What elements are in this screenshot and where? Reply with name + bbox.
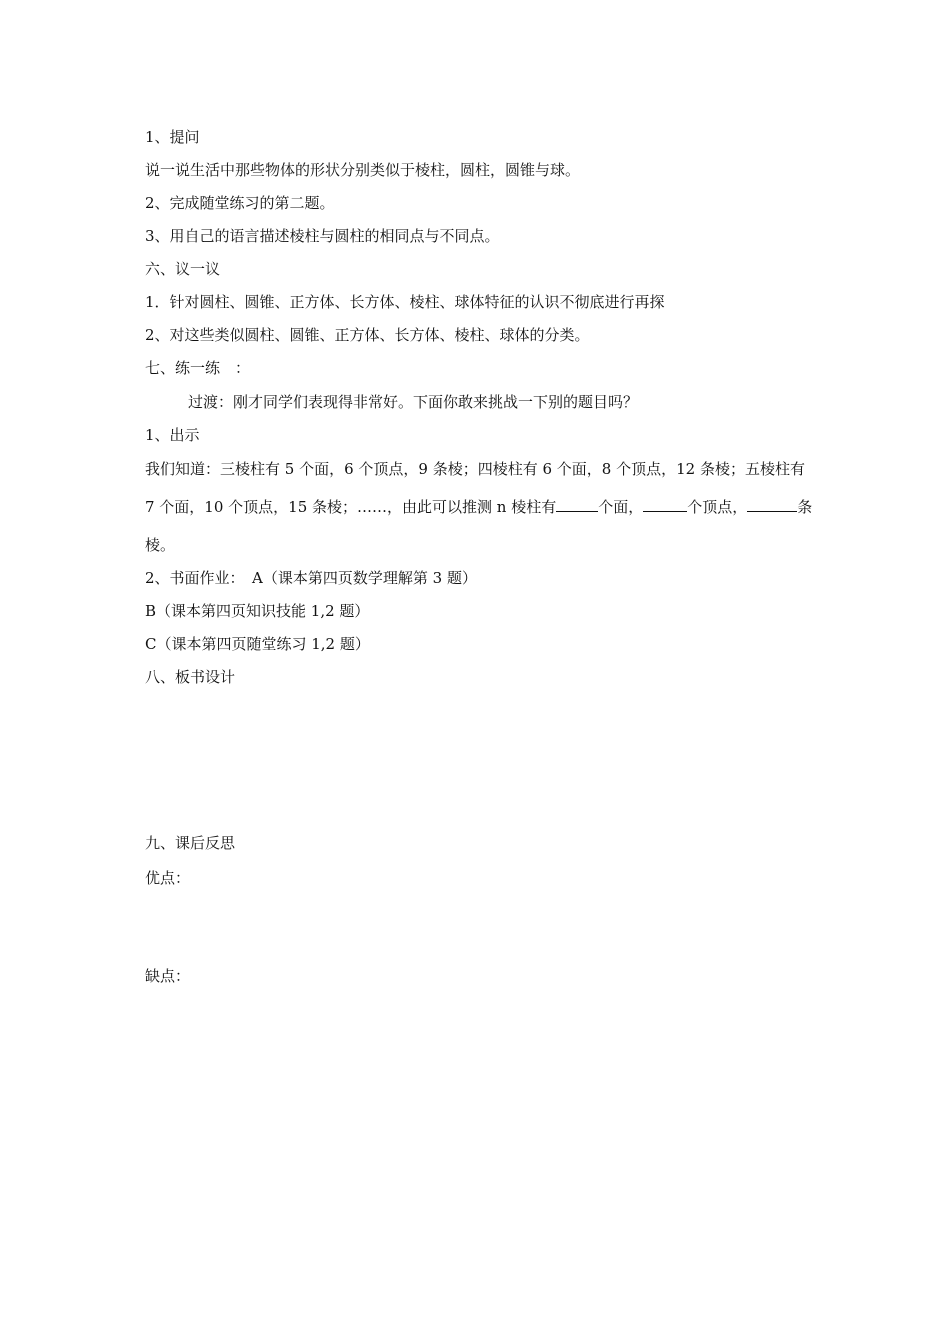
transition-text: 过渡：刚才同学们表现得非常好。下面你敢来挑战一下别的题目吗？ — [188, 393, 639, 411]
item-describe-3: 3、用自己的语言描述棱柱与圆柱的相同点与不同点。 — [145, 227, 500, 245]
faces-label: 个面， — [598, 498, 644, 516]
item-show-heading: 1、出示 — [145, 426, 200, 444]
section-six-heading: 六、议一议 — [145, 260, 221, 278]
question-text: 说一说生活中那些物体的形状分别类似于棱柱，圆柱，圆锥与球。 — [145, 161, 581, 179]
homework-a: 2、书面作业： A（课本第四页数学理解第 3 题） — [145, 569, 477, 587]
pros-label: 优点： — [145, 869, 191, 887]
section-seven-heading: 七、练一练 ： — [145, 359, 251, 377]
item-practice-2: 2、完成随堂练习的第二题。 — [145, 194, 335, 212]
prism-fact-text: 7 个面，10 个顶点，15 条棱；……，由此可以推测 n 棱柱有 — [145, 498, 557, 516]
prism-fact-line-2 — [145, 497, 812, 517]
cons-label: 缺点： — [145, 967, 191, 985]
prism-fact-line-3: 棱。 — [145, 536, 176, 554]
vertices-blank[interactable] — [643, 497, 687, 512]
vertices-label: 个顶点， — [687, 498, 748, 516]
item-question-heading: 1、提问 — [145, 128, 200, 146]
section-nine-heading: 九、课后反思 — [145, 834, 236, 852]
prism-fact-line-1: 我们知道：三棱柱有 5 个面，6 个顶点，9 条棱；四棱柱有 6 个面，8 个顶点，12 条棱；五棱柱有 — [145, 460, 805, 478]
edges-label: 条 — [797, 498, 813, 516]
faces-blank[interactable] — [556, 497, 598, 512]
homework-b: B（课本第四页知识技能 1,2 题） — [145, 602, 370, 620]
edges-blank[interactable] — [747, 497, 797, 512]
homework-c: C（课本第四页随堂练习 1,2 题） — [145, 635, 370, 653]
section-eight-heading: 八、板书设计 — [145, 668, 236, 686]
discuss-item-2: 2、对这些类似圆柱、圆锥、正方体、长方体、棱柱、球体的分类。 — [145, 326, 590, 344]
discuss-item-1: 1．针对圆柱、圆锥、正方体、长方体、棱柱、球体特征的认识不彻底进行再探 — [145, 293, 665, 311]
